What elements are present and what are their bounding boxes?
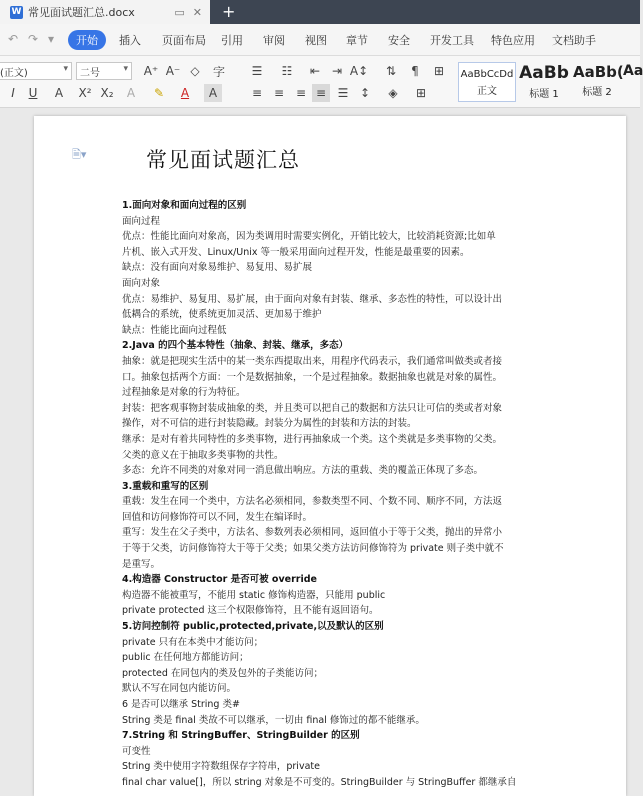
- font-size-select[interactable]: [76, 62, 132, 80]
- font-name-select[interactable]: [0, 62, 72, 80]
- style-sample: Aa: [623, 63, 643, 79]
- paragraph-line: 于等于父类，访问修饰符大于等于父类；如果父类方法访问修饰符为 private 则子类中就不: [122, 543, 504, 555]
- style-name: 正文: [477, 86, 497, 97]
- quick-access-dropdown-icon[interactable]: ▾: [48, 32, 55, 46]
- menu-tab-view[interactable]: 视图: [305, 34, 327, 47]
- paragraph-line: 构造器不能被重写，不能用 static 修饰构造器，只能用 public: [122, 589, 386, 601]
- align-left-icon[interactable]: ≡: [251, 86, 263, 100]
- paragraph-line: 6 是否可以继承 String 类#: [122, 699, 240, 710]
- document-nav-icon[interactable]: 🗎▾: [72, 148, 87, 161]
- shading-icon[interactable]: ◈: [388, 86, 398, 100]
- style-name: 标题 1: [529, 89, 559, 100]
- paragraph-line: 优点：性能比面向对象高，因为类调用时需要实例化，开销比较大，比较消耗资源;比如单: [122, 231, 496, 243]
- paragraph-line: 口。抽象包括两个方面：一个是数据抽象，一个是过程抽象。数据抽象也就是对象的属性。: [122, 371, 503, 383]
- grow-font-icon[interactable]: A⁺: [143, 64, 159, 78]
- distributed-icon[interactable]: ☰: [337, 86, 349, 100]
- clear-format-icon[interactable]: ◇: [190, 64, 200, 78]
- style-normal[interactable]: [458, 62, 516, 102]
- paragraph-line: 重写：发生在父子类中，方法名、参数列表必须相同，返回值小于等于父类，抛出的异常小: [122, 527, 503, 539]
- section-heading: 5.访问控制符 public,protected,private,以及默认的区别: [122, 621, 384, 633]
- superscript-icon[interactable]: X²: [78, 86, 92, 100]
- font-size-value: 二号: [80, 67, 100, 79]
- paragraph-line: private 只有在本类中才能访问；: [122, 636, 264, 648]
- char-shading-icon[interactable]: A: [204, 84, 222, 102]
- paragraph-line: 多态：允许不同类的对象对同一消息做出响应。方法的重载、类的覆盖正体现了多态。: [122, 465, 484, 477]
- justify-icon[interactable]: ≡: [312, 84, 330, 102]
- line-spacing-icon[interactable]: ↕: [359, 86, 371, 100]
- paragraph-line: 片机、嵌入式开发、Linux/Unix 等一般采用面向过程开发，性能是最重要的因素。: [122, 246, 470, 258]
- style-heading-2[interactable]: [572, 62, 622, 102]
- document-canvas: [0, 108, 640, 788]
- paragraph-line: 默认不写在同包内能访问。: [122, 683, 237, 695]
- document-body[interactable]: [122, 198, 542, 791]
- paragraph-line: 操作，对不可信的进行封装隐藏。封装分为属性的封装和方法的封装。: [122, 418, 417, 430]
- align-right-icon[interactable]: ≡: [295, 86, 307, 100]
- document-tab[interactable]: [0, 0, 210, 24]
- paragraph-line: final char value[]，所以 string 对象是不可变的。StringBuilder 与 StringBuffer 都继承自: [122, 776, 517, 788]
- paragraph-line: 封装：把客观事物封装成抽象的类，并且类可以把自己的数据和方法只让可信的类或者对象: [122, 402, 503, 414]
- strikethrough-icon[interactable]: A: [54, 86, 64, 100]
- document-title: 常见面试题汇总: [146, 148, 300, 172]
- paragraph-line: 继承：是对有着共同特性的多类事物，进行再抽象成一个类。这个类就是多类事物的父类。: [122, 433, 503, 445]
- paragraph-line: 低耦合的系统，使系统更加灵活、更加易于维护: [122, 309, 322, 321]
- chevron-down-icon: ▾: [63, 64, 68, 74]
- menu-tab-security[interactable]: 安全: [388, 34, 410, 47]
- menu-tab-chapter[interactable]: 章节: [346, 34, 368, 47]
- paragraph-line: String 类是 final 类故不可以继承，一切由 final 修饰过的都不能继承。: [122, 714, 425, 726]
- redo-icon[interactable]: ↷: [28, 32, 39, 46]
- formatting-toolbar: [0, 56, 643, 108]
- undo-icon[interactable]: ↶: [8, 32, 19, 46]
- align-center-icon[interactable]: ≡: [273, 86, 285, 100]
- menu-tab-developer[interactable]: 开发工具: [430, 34, 474, 47]
- paragraph-line: 优点：易维护、易复用、易扩展，由于面向对象有封装、继承、多态性的特性，可以设计出: [122, 293, 503, 305]
- paragraph-line: 面向对象: [122, 277, 161, 289]
- menu-tab-references[interactable]: 引用: [221, 34, 243, 47]
- subscript-icon[interactable]: X₂: [100, 86, 114, 100]
- menu-tab-page-layout[interactable]: 页面布局: [162, 34, 206, 47]
- menu-tab-doc-assistant[interactable]: 文档助手: [552, 34, 596, 47]
- menu-tab-start[interactable]: 开始: [68, 30, 106, 50]
- paragraph-line: protected 在同包内的类及包外的子类能访问；: [122, 667, 323, 679]
- font-name-value: (正文): [0, 67, 28, 79]
- text-effect-icon[interactable]: A: [126, 86, 136, 100]
- paragraph-line: String 类中使用字符数组保存字符串，private: [122, 761, 320, 773]
- menu-tab-special[interactable]: 特色应用: [491, 34, 535, 47]
- style-name: 标题 2: [582, 87, 612, 98]
- bullet-list-icon[interactable]: ☰: [251, 64, 263, 78]
- paragraph-line: 是重写。: [122, 558, 161, 570]
- decrease-indent-icon[interactable]: ⇤: [309, 64, 321, 78]
- style-sample: AaBb(: [573, 63, 624, 81]
- font-color-icon[interactable]: A: [180, 86, 190, 100]
- highlight-icon[interactable]: ✎: [153, 86, 165, 100]
- wps-writer-icon: W: [11, 7, 22, 17]
- phonetic-icon[interactable]: 字: [212, 64, 225, 79]
- section-heading: 3.重载和重写的区别: [122, 480, 209, 492]
- section-heading: 7.String 和 StringBuffer、StringBuilder 的区别: [122, 730, 360, 742]
- borders-icon[interactable]: ⊞: [415, 86, 427, 100]
- title-tab-bar: [0, 0, 640, 24]
- chevron-down-icon: ▾: [123, 64, 128, 74]
- section-heading: 2.Java 的四个基本特性（抽象、封装、继承，多态）: [122, 340, 349, 352]
- menu-tab-review[interactable]: 审阅: [263, 34, 285, 47]
- table-icon[interactable]: ⊞: [433, 64, 445, 78]
- italic-icon[interactable]: I: [11, 86, 15, 100]
- document-tab-title: 常见面试题汇总.docx: [28, 6, 135, 19]
- paragraph-line: private protected 这三个权限修饰符，且不能有返回语句。: [122, 605, 379, 617]
- underline-icon[interactable]: U: [28, 86, 38, 100]
- style-sample: AaBbCcDd: [460, 69, 514, 80]
- paragraph-line: 面向过程: [122, 215, 161, 227]
- shrink-font-icon[interactable]: A⁻: [165, 64, 181, 78]
- numbered-list-icon[interactable]: ☷: [281, 64, 293, 78]
- section-heading: 1.面向对象和面向过程的区别: [122, 200, 247, 211]
- style-sample: AaBb: [519, 63, 569, 83]
- ribbon-menu-bar: [0, 24, 640, 56]
- paragraph-line: 缺点：性能比面向过程低: [122, 324, 227, 336]
- menu-tab-insert[interactable]: 插入: [119, 34, 141, 47]
- paragraph-line: 父类的意义在于抽取多类事物的共性。: [122, 449, 284, 461]
- paragraph-line: 可变性: [122, 745, 151, 757]
- window-icon[interactable]: ▭: [174, 5, 185, 19]
- style-heading-3[interactable]: [622, 62, 643, 102]
- paragraph-line: public 在任何地方都能访问；: [122, 652, 249, 664]
- paragraph-line: 回值和访问修饰符可以不同，发生在编译时。: [122, 511, 313, 523]
- paragraph-line: 缺点：没有面向对象易维护、易复用、易扩展: [122, 262, 313, 274]
- section-heading: 4.构造器 Constructor 是否可被 override: [122, 574, 317, 586]
- paragraph-line: 重载：发生在同一个类中，方法名必须相同，参数类型不同、个数不同、顺序不同，方法返: [122, 496, 503, 508]
- document-page[interactable]: [34, 116, 626, 796]
- show-marks-icon[interactable]: ¶: [411, 64, 419, 78]
- paragraph-line: 过程抽象是对象的行为特征。: [122, 387, 246, 399]
- close-tab-icon[interactable]: ✕: [192, 5, 202, 19]
- sort-icon[interactable]: ⇅: [385, 64, 397, 78]
- chinese-layout-icon[interactable]: A↕: [349, 64, 369, 78]
- style-heading-1[interactable]: [518, 62, 570, 102]
- new-tab-icon[interactable]: +: [222, 2, 236, 21]
- increase-indent-icon[interactable]: ⇥: [331, 64, 343, 78]
- paragraph-line: 抽象：就是把现实生活中的某一类东西提取出来，用程序代码表示，我们通常叫做类或者接: [122, 355, 503, 367]
